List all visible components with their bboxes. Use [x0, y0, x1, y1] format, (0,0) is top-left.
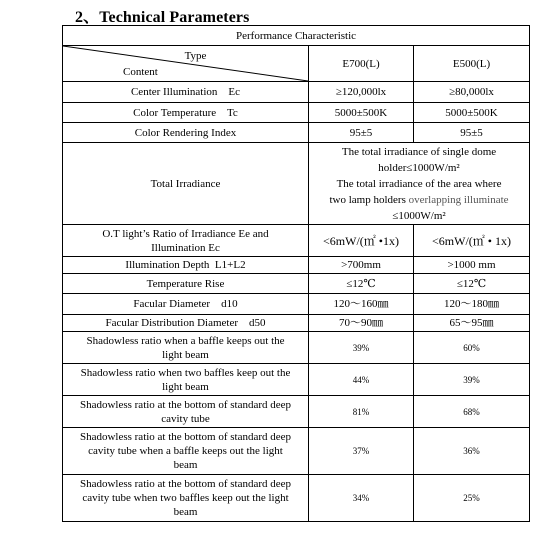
table-row	[63, 274, 530, 294]
irradiance-text: overlapping illuminate	[408, 193, 509, 206]
cell-e500: 65～95㎜	[414, 315, 530, 332]
row-label: Temperature Rise	[63, 274, 309, 294]
cell-e700: 120～160㎜	[309, 294, 414, 315]
cell-e500: <6mW/(㎡ • 1x)	[414, 225, 530, 257]
row-label-line: light beam	[162, 380, 209, 393]
irradiance-line: holder≤1000W/m²	[378, 161, 460, 174]
row-label-line: Illumination Ec	[151, 241, 220, 254]
table-row	[63, 428, 530, 475]
header-e500: E500(L)	[414, 46, 530, 82]
cell-e700: 34%	[309, 475, 414, 522]
table-caption: Performance Characteristic	[63, 26, 530, 46]
table-row	[63, 332, 530, 364]
row-label-line: Shadowless ratio at the bottom of standard deep	[79, 478, 292, 490]
table-row	[63, 364, 530, 396]
total-irradiance-value	[309, 143, 530, 225]
row-label: Facular Diameter d10	[63, 294, 309, 315]
row-label	[63, 475, 309, 522]
cell-e500: 120～180㎜	[414, 294, 530, 315]
row-label	[63, 225, 309, 257]
table-row	[63, 315, 530, 332]
cell-e700: >700mm	[309, 257, 414, 274]
cell-e700: 44%	[309, 364, 414, 396]
irradiance-line: The total irradiance of the area where	[336, 177, 502, 190]
table-row	[63, 82, 530, 103]
row-label: Color Temperature Tc	[63, 103, 309, 123]
row-label	[63, 428, 309, 475]
row-label-line: beam	[173, 506, 198, 518]
row-label-line: beam	[173, 459, 198, 471]
cell-e700: 39%	[309, 332, 414, 364]
technical-parameters-table	[62, 25, 530, 522]
row-label-line: Shadowless ratio at the bottom of standard deep	[79, 431, 292, 443]
row-label: Center Illumination Ec	[63, 82, 309, 103]
cell-e500: 36%	[414, 428, 530, 475]
irradiance-line: The total irradiance of single dome	[341, 145, 497, 158]
cell-e700: ≥120,000lx	[309, 82, 414, 103]
table-row	[63, 143, 530, 225]
row-label: Color Rendering Index	[63, 123, 309, 143]
row-label	[63, 364, 309, 396]
table-row	[63, 123, 530, 143]
cell-e700: 5000±500K	[309, 103, 414, 123]
row-label-line: Shadowless ratio at the bottom of standard deep	[79, 398, 292, 411]
row-label	[63, 332, 309, 364]
row-label-line: Shadowless ratio when a baffle keeps out the	[86, 334, 285, 347]
row-label-line: cavity tube when a baffle keeps out the light	[88, 445, 283, 457]
table-header-row	[63, 46, 530, 82]
cell-e700: <6mW/(㎡ •1x)	[309, 225, 414, 257]
header-diagonal-cell	[63, 46, 309, 82]
irradiance-line	[313, 192, 525, 208]
row-label-line: O.T light’s Ratio of Irradiance Ee and	[102, 227, 269, 240]
irradiance-text: two lamp holders	[329, 193, 409, 206]
header-e700: E700(L)	[309, 46, 414, 82]
table-row	[63, 103, 530, 123]
table-row	[63, 396, 530, 428]
cell-e500: 68%	[414, 396, 530, 428]
cell-e700: 95±5	[309, 123, 414, 143]
row-label-line: light beam	[162, 348, 209, 361]
cell-e700: 81%	[309, 396, 414, 428]
cell-e500: 5000±500K	[414, 103, 530, 123]
cell-e700: 70～90㎜	[309, 315, 414, 332]
row-label-line: cavity tube	[161, 412, 210, 425]
cell-e500: 39%	[414, 364, 530, 396]
row-label-line: Shadowless ratio when two baffles keep out the	[80, 366, 291, 379]
table-row	[63, 294, 530, 315]
section-heading: 2、Technical Parameters	[75, 9, 250, 26]
header-content-label: Content	[123, 66, 158, 78]
irradiance-line: ≤1000W/m²	[392, 209, 446, 222]
row-label	[63, 396, 309, 428]
cell-e500: 60%	[414, 332, 530, 364]
row-label-line: cavity tube when two baffles keep out the light	[82, 492, 289, 504]
cell-e500: 25%	[414, 475, 530, 522]
cell-e700: ≤12℃	[309, 274, 414, 294]
cell-e500: 95±5	[414, 123, 530, 143]
row-label: Illumination Depth L1+L2	[63, 257, 309, 274]
table-row	[63, 475, 530, 522]
row-label: Total Irradiance	[63, 143, 309, 225]
table-row	[63, 225, 530, 257]
table-row	[63, 257, 530, 274]
cell-e500: ≤12℃	[414, 274, 530, 294]
cell-e500: >1000 mm	[414, 257, 530, 274]
cell-e700: 37%	[309, 428, 414, 475]
header-type-label: Type	[184, 50, 207, 62]
row-label: Facular Distribution Diameter d50	[63, 315, 309, 332]
table-caption-row	[63, 26, 530, 46]
cell-e500: ≥80,000lx	[414, 82, 530, 103]
